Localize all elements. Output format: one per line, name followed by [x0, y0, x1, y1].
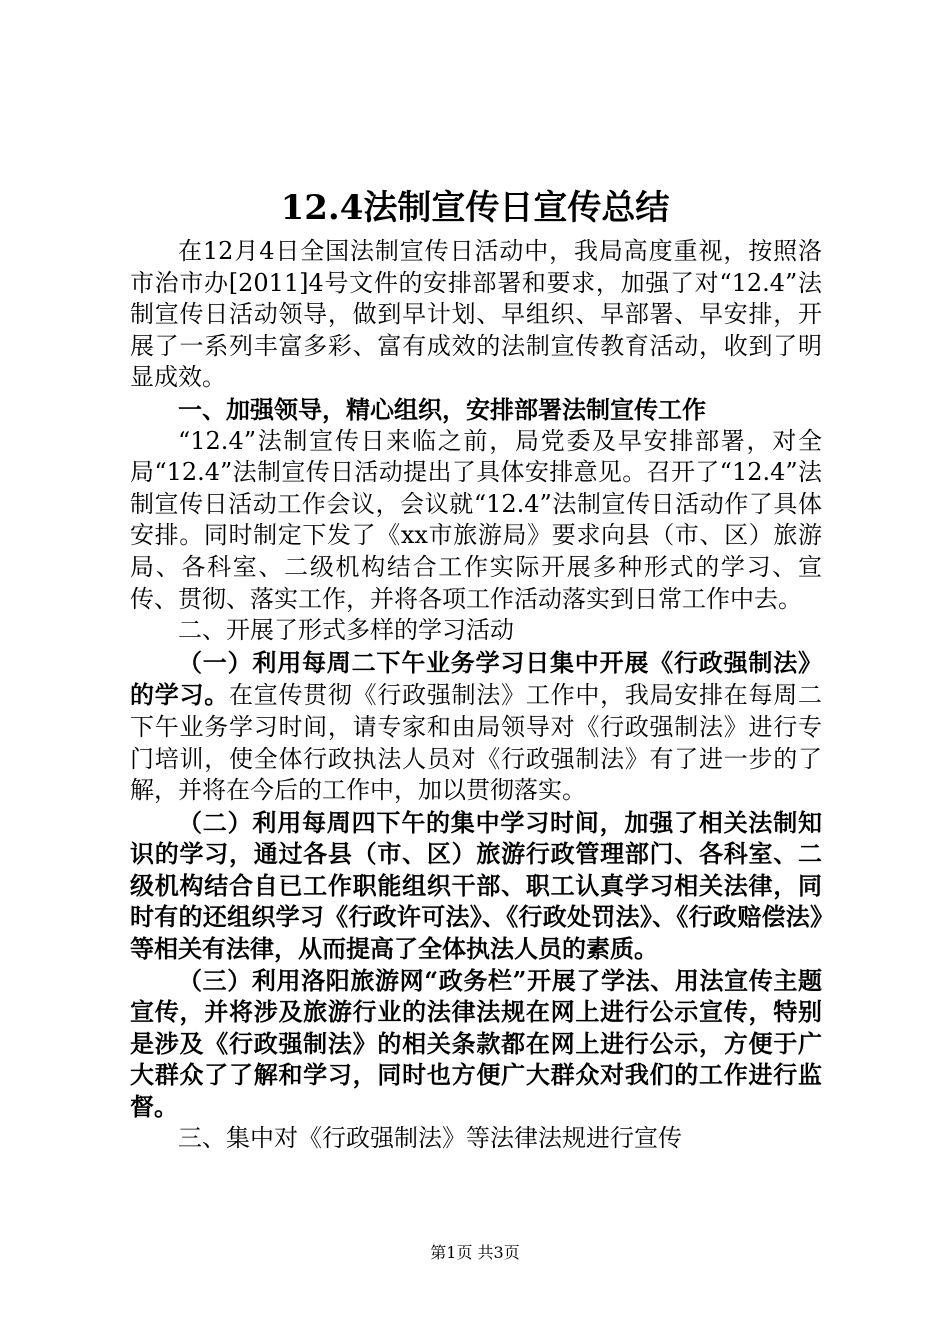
subsection-2-paragraph: （二）利用每周四下午的集中学习时间，加强了相关法制知识的学习，通过各县（市、区）旅游行政管理部门、各科室、二级机构结合自已工作职能组织干部、职工认真学习相关法律，同时有的还组织学习《行政许可法》、《行政处罚法》、《行政赔偿法》等相关有法律，从而提高了全体执法人员的素质。: [130, 807, 822, 964]
section-heading-3: 三、集中对《行政强制法》等法律法规进行宣传: [178, 1123, 682, 1152]
section-heading-2: 二、开展了形式多样的学习活动: [178, 616, 514, 645]
subsection-1-lead: （一）利用每周二下午业务学习日集中开展《行政强制法》的学习。: [130, 647, 822, 710]
document-title: 12.4法制宣传日宣传总结: [280, 188, 670, 228]
section-heading-1: 一、加强领导，精心组织，安排部署法制宣传工作: [178, 394, 706, 424]
subsection-1-paragraph: [130, 647, 822, 807]
section-1-paragraph: “12.4”法制宣传日来临之前，局党委及早安排部署，对全局“12.4”法制宣传日活动提出了具体安排意见。召开了“12.4”法制宣传日活动工作会议，会议就“12.4”法制宣传日活动作了具体安排。同时制定下发了《xx市旅游局》要求向县（市、区）旅游局、各科室、二级机构结合工作实际开展多种形式的学习、宣传、贯彻、落实工作，并将各项工作活动落实到日常工作中去。: [130, 426, 822, 613]
subsection-1-body: 在宣传贯彻《行政强制法》工作中，我局安排在每周二下午业务学习时间，请专家和由局领导对《行政强制法》进行专门培训，使全体行政执法人员对《行政强制法》有了进一步的了解，并将在今后的工作中，加以贯彻落实。: [130, 681, 823, 805]
intro-paragraph: 在12月4日全国法制宣传日活动中，我局高度重视，按照洛市治市办[2011]4号文件的安排部署和要求，加强了对“12.4”法制宣传日活动领导，做到早计划、早组织、早部署、早安排，开展了一系列丰富多彩、富有成效的法制宣传教育活动，收到了明显成效。: [130, 237, 822, 392]
subsection-3-paragraph: （三）利用洛阳旅游网“政务栏”开展了学法、用法宣传主题宣传，并将涉及旅游行业的法律法规在网上进行公示宣传，特别是涉及《行政强制法》的相关条款都在网上进行公示，方便于广大群众了了解和学习，同时也方便广大群众对我们的工作进行监督。: [130, 965, 822, 1122]
page-footer: 第1页 共3页: [430, 1243, 520, 1262]
document-body: [130, 236, 822, 1154]
